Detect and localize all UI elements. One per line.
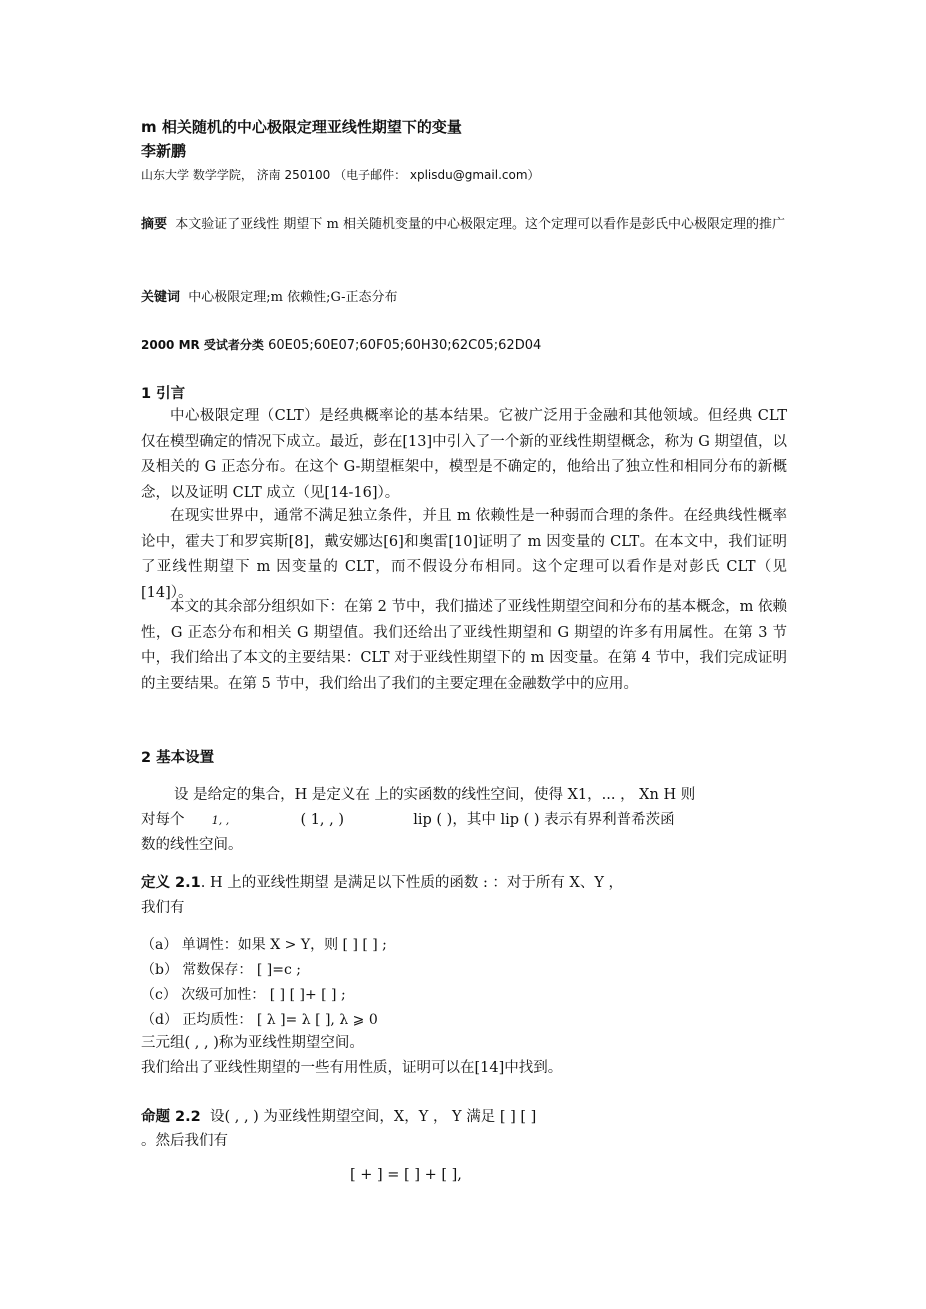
keywords-label: 关键词 — [141, 290, 181, 305]
proposition-2-2 — [141, 1105, 536, 1126]
definition-label: 定义 2.1 — [141, 875, 201, 891]
intro-paragraph-1: 中心极限定理（CLT）是经典概率论的基本结果。它被广泛用于金融和其他领域。但经典 CLT 仅在模型确定的情况下成立。最近，彭在[13]中引入了一个新的亚线性期望概念，称为 G 期望值，以及相关的 G 正态分布。在这个 G-期望框架中，模型是不确定的，他给出了独立性和相同分布的新概念，以及证明 CLT 成立（见[14-16]）。 — [141, 408, 787, 501]
triple-definition: 三元组( , , )称为亚线性期望空间。 — [141, 1035, 364, 1051]
author-affiliation: 山东大学 数学学院， 济南 250100 （电子邮件： xplisdu@gmail.com） — [141, 168, 540, 182]
useful-properties-note: 我们给出了亚线性期望的一些有用性质，证明可以在[14]中找到。 — [141, 1060, 563, 1076]
definition-line-2: 我们有 — [141, 900, 185, 916]
proposition-equation: [ + ] = [ ] + [ ], — [350, 1167, 462, 1183]
intro-paragraph-3: 本文的其余部分组织如下：在第 2 节中，我们描述了亚线性期望空间和分布的基本概念，m 依赖性，G 正态分布和相关 G 期望值。我们还给出了亚线性期望和 G 期望的许多有用属性。在第 3 节中，我们给出了本文的主要结果：CLT 对于亚线性期望下的 m 因变量。在第 4 节中，我们完成证明的主要结果。在第 5 节中，我们给出了我们的主要定理在金融数学中的应用。 — [141, 599, 787, 692]
setup-line-2-a: 对每个 — [141, 812, 185, 828]
property-constant-preserving: （b） 常数保存： [ ]=c ; — [141, 962, 301, 978]
setup-line-3: 数的线性空间。 — [141, 837, 243, 853]
abstract-text: 本文验证了亚线性 期望下 m 相关随机变量的中心极限定理。这个定理可以看作是彭氏中心极限定理的推广 — [175, 217, 786, 232]
author-name: 李新鹏 — [141, 142, 187, 160]
proposition-line-1: 设( , , ) 为亚线性期望空间，X，Y ， Y 满足 [ ] [ ] — [209, 1109, 537, 1125]
setup-line-1: 设 是给定的集合，H 是定义在 上的实函数的线性空间，使得 X1，... ， Xn H 则 — [174, 787, 696, 803]
property-monotonicity: （a） 单调性：如果 X > Y，则 [ ] [ ] ; — [141, 937, 387, 953]
section-heading-introduction: 1 引言 — [141, 386, 186, 402]
keywords — [141, 286, 398, 305]
msc-classification — [141, 336, 541, 353]
setup-line-2 — [141, 808, 675, 829]
abstract-label: 摘要 — [141, 217, 168, 232]
abstract — [141, 212, 787, 237]
proposition-line-2: 。然后我们有 — [141, 1133, 228, 1149]
proposition-label: 命题 2.2 — [141, 1109, 201, 1125]
keywords-text: 中心极限定理;m 依赖性;G-正态分布 — [188, 290, 398, 305]
intro-paragraph-2: 在现实世界中，通常不满足独立条件，并且 m 依赖性是一种弱而合理的条件。在经典线性概率论中，霍夫丁和罗宾斯[8]，戴安娜达[6]和奥雷[10]证明了 m 因变量的 CLT。在本文中，我们证明了亚线性期望下 m 因变量的 CLT，而不假设分布相同。这个定理可以看作是对彭氏 CLT（见[14]）。 — [141, 508, 787, 601]
paper-title: m 相关随机的中心极限定理亚线性期望下的变量 — [141, 118, 462, 136]
property-positive-homogeneity: （d） 正均质性： [ λ ]= λ [ ], λ ⩾ 0 — [141, 1012, 378, 1028]
definition-line-1: . H 上的亚线性期望 是满足以下性质的函数 : ：对于所有 X、Y ， — [200, 875, 624, 891]
msc-codes: 60E05;60E07;60F05;60H30;62C05;62D04 — [268, 338, 542, 353]
property-sub-additivity: （c） 次级可加性： [ ] [ ]+ [ ] ; — [141, 987, 346, 1003]
setup-line-2-d: lip ( )，其中 lip ( ) 表示有界利普希茨函 — [413, 812, 675, 828]
setup-line-2-c: ( 1, , ) — [300, 812, 345, 828]
definition-2-1 — [141, 871, 623, 892]
msc-label: 2000 MR 受试者分类 — [141, 338, 264, 352]
setup-line-2-b: 1, , — [211, 814, 230, 827]
section-heading-setup: 2 基本设置 — [141, 750, 215, 766]
